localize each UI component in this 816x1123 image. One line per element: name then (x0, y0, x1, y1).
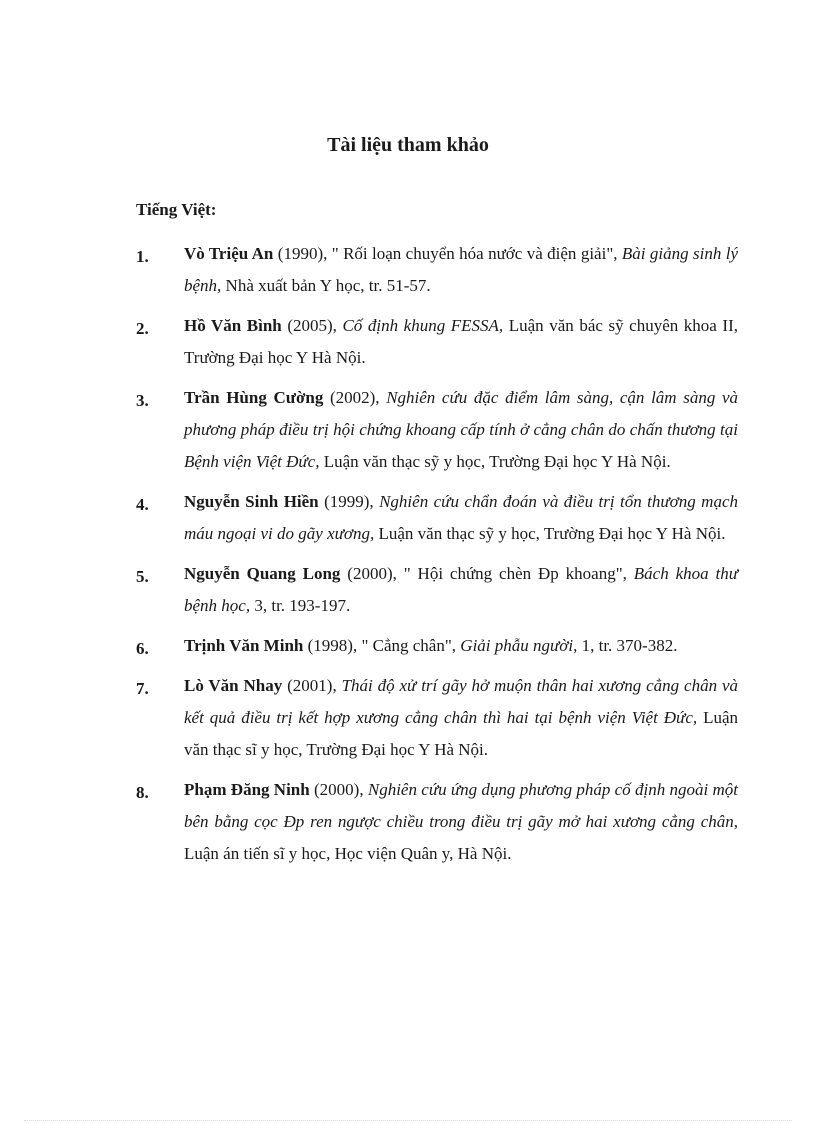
reference-item (136, 486, 738, 550)
reference-text (184, 486, 738, 550)
reference-details: Luận văn thạc sỹ y học, Trường Đại học Y Hà Nội. (319, 452, 671, 471)
reference-year: (2002), (323, 388, 387, 407)
reference-item (136, 630, 738, 662)
reference-details: Luận văn thạc sỹ y học, Trường Đại học Y Hà Nội. (374, 524, 726, 543)
reference-year: (2000), (309, 780, 368, 799)
reference-text (184, 238, 738, 302)
reference-item (136, 774, 738, 870)
reference-author: Vò Triệu An (184, 244, 274, 263)
reference-work-title: Nghiên cứu đặc điểm lâm sàng, cận lâm sàng và phương pháp điều trị hội chứng khoang cấp tính ở cẳng chân do chấn thương tại Bệnh viện Việt Đức, (184, 388, 738, 471)
reference-work-title: Nghiên cứu ứng dụng phương pháp cố định ngoài một bên bằng cọc Đp ren ngược chiều trong điều trị gãy mở hai xương cẳng chân, (184, 780, 738, 831)
reference-number: 6. (136, 639, 149, 658)
reference-author: Hồ Văn Bình (184, 316, 282, 335)
reference-author: Nguyễn Quang Long (184, 564, 341, 583)
reference-details: Luận văn thạc sĩ y học, Trường Đại học Y Hà Nội. (184, 708, 738, 759)
reference-work-title: Thái độ xử trí gãy hở muộn thân hai xương cẳng chân và kết quả điều trị kết hợp xương cẳng chân thì hai tại bệnh viện Việt Đức, (184, 676, 738, 727)
reference-work-title: Bách khoa thư bệnh học, (184, 564, 738, 615)
reference-year: (1998), (303, 636, 362, 655)
page-bottom-divider (24, 1120, 792, 1121)
reference-item (136, 382, 738, 478)
reference-year: (1990), (273, 244, 332, 263)
reference-item (136, 310, 738, 374)
section-heading: Tiếng Việt: (136, 200, 217, 219)
reference-year: (2005), (281, 316, 343, 335)
reference-text (184, 630, 738, 662)
reference-number: 8. (136, 783, 149, 802)
reference-number: 7. (136, 679, 149, 698)
reference-quoted-title: " Cẳng chân", (361, 636, 461, 655)
reference-item (136, 670, 738, 766)
reference-work-title: Cố định khung FESSA, (342, 316, 504, 335)
reference-details: Luận văn bác sỹ chuyên khoa II, Trường Đại học Y Hà Nội. (184, 316, 738, 367)
reference-year: (2000), (340, 564, 404, 583)
reference-number: 1. (136, 247, 149, 266)
reference-number: 5. (136, 567, 149, 586)
reference-number: 4. (136, 495, 149, 514)
reference-text (184, 558, 738, 622)
reference-list (136, 238, 738, 878)
reference-details: 3, tr. 193-197. (250, 596, 351, 615)
reference-quoted-title: " Hội chứng chèn Đp khoang", (403, 564, 634, 583)
reference-author: Trần Hùng Cường (184, 388, 324, 407)
reference-quoted-title: " Rối loạn chuyển hóa nước và điện giải", (331, 244, 622, 263)
reference-text (184, 382, 738, 478)
reference-text (184, 670, 738, 766)
reference-author: Lò Văn Nhay (184, 676, 283, 695)
reference-year: (2001), (282, 676, 342, 695)
reference-author: Nguyễn Sinh Hiền (184, 492, 319, 511)
reference-details: Luận án tiến sĩ y học, Học viện Quân y, Hà Nội. (184, 844, 512, 863)
reference-text (184, 774, 738, 870)
reference-work-title: Bài giảng sinh lý bệnh, (184, 244, 738, 295)
reference-work-title: Giải phẫu người, (460, 636, 578, 655)
reference-number: 2. (136, 319, 149, 338)
reference-item (136, 558, 738, 622)
reference-year: (1999), (318, 492, 380, 511)
reference-text (184, 310, 738, 374)
reference-author: Phạm Đăng Ninh (184, 780, 310, 799)
page-title: Tài liệu tham khảo (327, 134, 489, 156)
reference-number: 3. (136, 391, 149, 410)
reference-details: 1, tr. 370-382. (577, 636, 678, 655)
reference-details: Nhà xuất bản Y học, tr. 51-57. (221, 276, 431, 295)
reference-item (136, 238, 738, 302)
reference-work-title: Nghiên cứu chẩn đoán và điều trị tổn thương mạch máu ngoại vi do gãy xương, (184, 492, 738, 543)
reference-author: Trịnh Văn Minh (184, 636, 304, 655)
